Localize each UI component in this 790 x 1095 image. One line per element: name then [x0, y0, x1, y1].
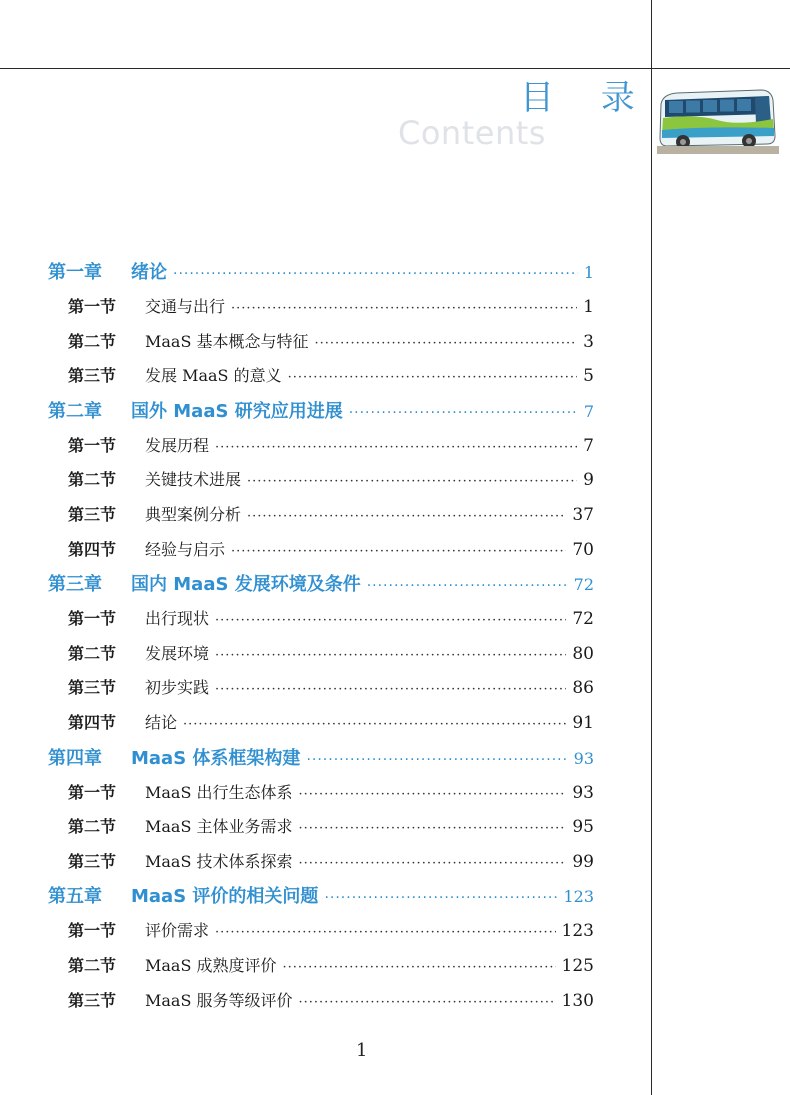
top-rule — [0, 68, 790, 69]
toc-section-entry[interactable] — [48, 949, 594, 984]
toc-section-entry[interactable] — [48, 429, 594, 464]
toc-section-entry[interactable] — [48, 463, 594, 498]
section-title: MaaS 成熟度评价 — [145, 955, 277, 975]
dot-leader — [299, 847, 567, 880]
section-number: 第三节 — [68, 366, 117, 386]
section-title: 评价需求 — [145, 921, 210, 941]
dot-leader — [324, 881, 557, 914]
dot-leader — [367, 569, 568, 602]
dot-leader — [215, 604, 566, 637]
section-title: MaaS 服务等级评价 — [145, 990, 293, 1010]
section-number: 第一节 — [68, 609, 117, 629]
section-title: 结论 — [145, 712, 178, 732]
dot-leader — [288, 361, 578, 394]
page-ref: 91 — [572, 712, 594, 733]
page-ref: 72 — [573, 575, 594, 595]
page-ref: 5 — [583, 366, 594, 387]
chapter-number: 第一章 — [48, 262, 102, 283]
section-number: 第三节 — [68, 990, 117, 1010]
dot-leader — [299, 812, 567, 845]
section-title: 出行现状 — [145, 609, 210, 629]
section-title: 发展环境 — [145, 643, 210, 663]
section-number: 第三节 — [68, 504, 117, 524]
toc-chapter-entry[interactable] — [48, 567, 594, 602]
toc-section-entry[interactable] — [48, 359, 594, 394]
section-title: 初步实践 — [145, 678, 210, 698]
chapter-number: 第四章 — [48, 747, 102, 769]
dot-leader — [349, 396, 578, 429]
dot-leader — [247, 500, 566, 533]
page-ref: 130 — [561, 990, 594, 1011]
dot-leader — [173, 257, 578, 290]
dot-leader — [306, 743, 567, 776]
toc-section-entry[interactable] — [48, 776, 594, 811]
page-ref: 7 — [583, 401, 594, 421]
page-ref: 123 — [563, 887, 594, 907]
page-ref: 7 — [583, 435, 594, 456]
chapter-title: 绪论 — [131, 262, 167, 283]
toc-section-entry[interactable] — [48, 325, 594, 360]
page-title-en: Contents — [398, 114, 546, 152]
section-number: 第三节 — [68, 678, 117, 698]
page-ref: 37 — [572, 504, 594, 525]
toc-section-entry[interactable] — [48, 290, 594, 325]
page-ref: 93 — [572, 782, 594, 803]
section-number: 第一节 — [68, 297, 117, 316]
section-number: 第一节 — [68, 921, 117, 941]
dot-leader — [215, 431, 577, 464]
page-ref: 72 — [572, 609, 594, 630]
section-title: 关键技术进展 — [145, 470, 242, 490]
dot-leader — [215, 916, 556, 949]
dot-leader — [215, 673, 566, 706]
page-ref: 1 — [583, 263, 594, 282]
page-ref: 93 — [573, 748, 594, 768]
dot-leader — [315, 327, 578, 360]
page-number: 1 — [356, 1040, 368, 1061]
section-title: 典型案例分析 — [145, 504, 242, 524]
page-margin-rule — [651, 0, 652, 1095]
toc-section-entry[interactable] — [48, 533, 594, 568]
section-number: 第四节 — [68, 539, 117, 559]
page-ref: 1 — [583, 297, 594, 317]
toc-section-entry[interactable] — [48, 845, 594, 880]
page-ref: 125 — [561, 955, 594, 976]
section-title: MaaS 技术体系探索 — [145, 851, 293, 871]
toc-section-entry[interactable] — [48, 914, 594, 949]
section-title: MaaS 出行生态体系 — [145, 782, 293, 802]
toc-chapter-entry[interactable] — [48, 255, 594, 290]
page-ref: 95 — [572, 817, 594, 838]
section-number: 第二节 — [68, 470, 117, 490]
section-title: 交通与出行 — [145, 297, 226, 316]
chapter-title: 国外 MaaS 研究应用进展 — [131, 400, 343, 422]
dot-leader — [231, 292, 577, 325]
toc-chapter-entry[interactable] — [48, 394, 594, 429]
section-number: 第一节 — [68, 435, 117, 455]
toc-section-entry[interactable] — [48, 810, 594, 845]
page-ref: 123 — [561, 921, 594, 942]
chapter-number: 第三章 — [48, 574, 102, 596]
toc-section-entry[interactable] — [48, 637, 594, 672]
toc-section-entry[interactable] — [48, 671, 594, 706]
section-number: 第二节 — [68, 817, 117, 837]
page-ref: 9 — [583, 470, 594, 491]
dot-leader — [231, 535, 566, 568]
section-title: MaaS 主体业务需求 — [145, 817, 293, 837]
toc-section-entry[interactable] — [48, 602, 594, 637]
dot-leader — [299, 986, 556, 1019]
page-ref: 80 — [572, 643, 594, 664]
section-number: 第二节 — [68, 955, 117, 975]
page-ref: 3 — [583, 331, 594, 352]
dot-leader — [283, 951, 556, 984]
toc-chapter-entry[interactable] — [48, 741, 594, 776]
section-number: 第二节 — [68, 643, 117, 663]
chapter-title: MaaS 评价的相关问题 — [131, 886, 319, 908]
dot-leader — [215, 639, 566, 672]
chapter-number: 第五章 — [48, 886, 102, 908]
toc-section-entry[interactable] — [48, 706, 594, 741]
section-number: 第四节 — [68, 712, 117, 732]
table-of-contents — [48, 255, 594, 1018]
section-title: 发展历程 — [145, 435, 210, 455]
section-title: 经验与启示 — [145, 539, 226, 559]
chapter-title: MaaS 体系框架构建 — [131, 747, 301, 769]
section-title: 发展 MaaS 的意义 — [145, 366, 282, 386]
dot-leader — [247, 465, 577, 498]
dot-leader — [299, 778, 567, 811]
section-number: 第二节 — [68, 331, 117, 351]
toc-chapter-entry[interactable] — [48, 879, 594, 914]
page-title-cn: 目 录 — [520, 78, 653, 118]
toc-section-entry[interactable] — [48, 498, 594, 533]
section-number: 第三节 — [68, 851, 117, 871]
chapter-title: 国内 MaaS 发展环境及条件 — [131, 574, 361, 596]
section-title: MaaS 基本概念与特征 — [145, 331, 309, 351]
dot-leader — [183, 708, 566, 741]
section-number: 第一节 — [68, 782, 117, 802]
page-ref: 86 — [572, 678, 594, 699]
toc-section-entry[interactable] — [48, 984, 594, 1019]
chapter-number: 第二章 — [48, 400, 102, 422]
bus-icon — [657, 86, 779, 154]
page-ref: 70 — [572, 539, 594, 560]
page-ref: 99 — [572, 851, 594, 872]
